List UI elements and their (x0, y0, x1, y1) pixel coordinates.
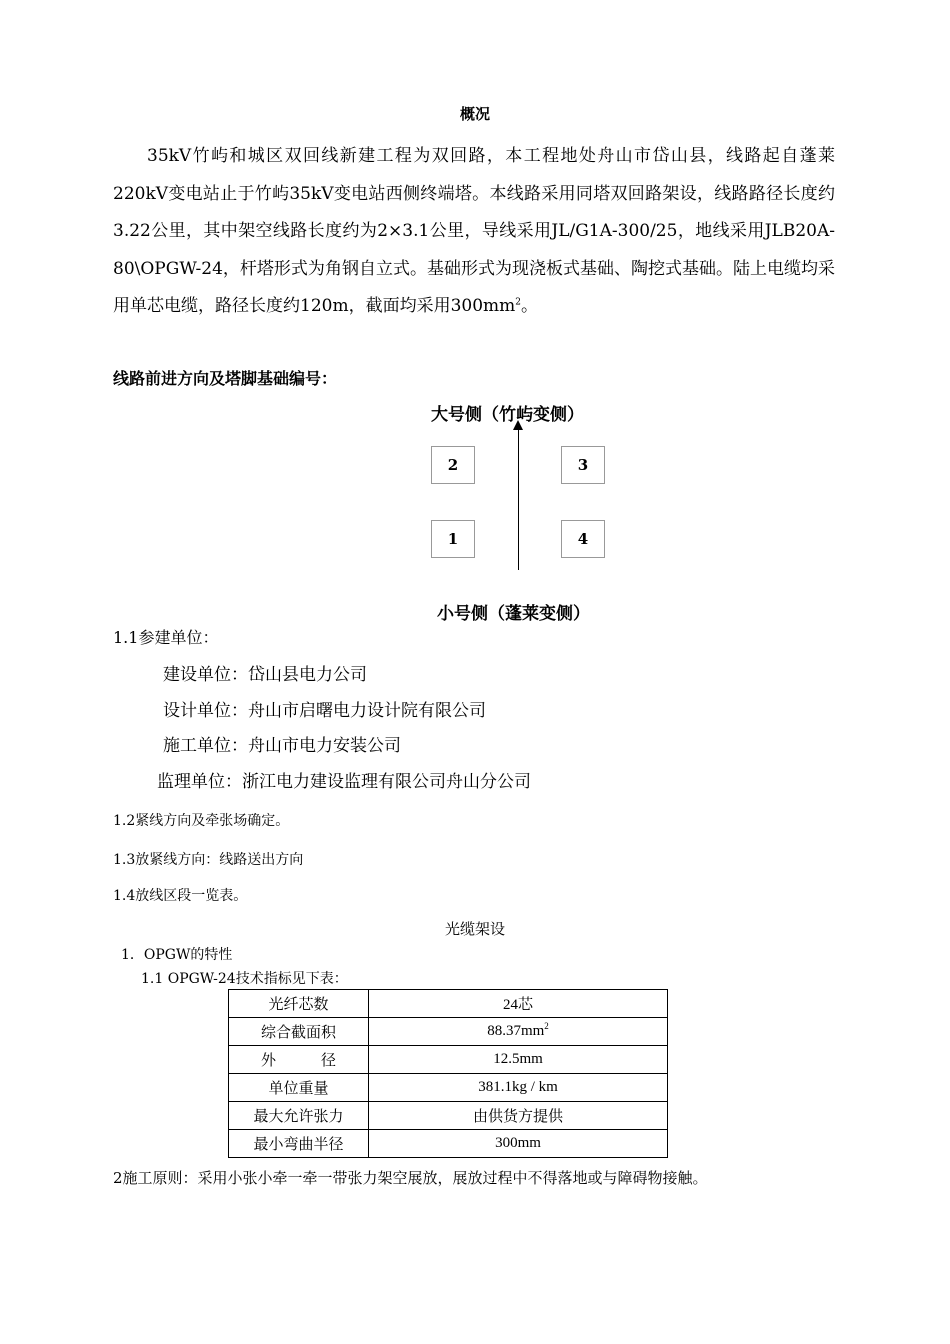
spec-value: 381.1kg / km (369, 1074, 668, 1102)
small-side-label: 小号侧（蓬莱变侧） (437, 604, 590, 624)
leg-box-3: 3 (561, 446, 605, 484)
spec-value: 由供货方提供 (369, 1102, 668, 1130)
superscript: 2 (544, 1021, 549, 1031)
table-row (229, 1130, 668, 1158)
builder-unit: 施工单位：舟山市电力安装公司 (163, 736, 401, 756)
spec-value-cell (369, 1018, 668, 1046)
opgw-spec-table (228, 989, 668, 1158)
overview-text: 35kV竹屿和城区双回线新建工程为双回路，本工程地处舟山市岱山县，线路起自蓬莱220kV变电站止于竹屿35kV变电站西侧终端塔。本线路采用同塔双回路架设，线路路径长度约3.22公里，其中架空线路长度约为2×3.1公里，导线采用JL/G1A-300/25，地线采用JLB20A-80\OPGW-24，杆塔形式为角钢自立式。基础形式为现浇板式基础、陶挖式基础。陆上电缆均采用单芯电缆，路径长度约120m，截面均采用300mm (113, 146, 835, 316)
overview-end: 。 (521, 296, 538, 316)
design-unit: 设计单位：舟山市启曙电力设计院有限公司 (163, 701, 486, 721)
route-heading: 线路前进方向及塔脚基础编号： (113, 369, 338, 388)
leg-box-1: 1 (431, 520, 475, 558)
spec-key: 外 径 (229, 1046, 369, 1074)
table-row (229, 1074, 668, 1102)
spec-value: 300mm (369, 1130, 668, 1158)
spec-key: 最小弯曲半径 (229, 1130, 369, 1158)
supervision-unit: 监理单位：浙江电力建设监理有限公司舟山分公司 (157, 772, 531, 792)
spec-value: 88.37mm (487, 1023, 545, 1039)
table-row (229, 1018, 668, 1046)
superscript: 2 (515, 297, 521, 308)
spec-key: 光纤芯数 (229, 990, 369, 1018)
table-row (229, 990, 668, 1018)
construction-unit: 建设单位：岱山县电力公司 (163, 665, 367, 685)
leg-box-4: 4 (561, 520, 605, 558)
spec-value: 12.5mm (369, 1046, 668, 1074)
participants-heading: 1.1参建单位： (113, 628, 219, 647)
spec-key: 单位重量 (229, 1074, 369, 1102)
leg-box-2: 2 (431, 446, 475, 484)
section-1-4: 1.4放线区段一览表。 (113, 888, 248, 904)
opgw-characteristics: 1．OPGW的特性 (121, 947, 233, 963)
section-1-2: 1.2紧线方向及牵张场确定。 (113, 813, 290, 829)
page-title: 概况 (459, 105, 490, 123)
spec-key: 最大允许张力 (229, 1102, 369, 1130)
direction-arrow-icon (513, 420, 523, 430)
table-row (229, 1102, 668, 1130)
large-side-label: 大号侧（竹屿变侧） (431, 405, 584, 425)
section-1-3: 1.3放紧线方向：线路送出方向 (113, 852, 304, 868)
route-line (518, 430, 519, 570)
overview-paragraph (113, 138, 835, 326)
spec-value: 24芯 (369, 990, 668, 1018)
cable-title: 光缆架设 (444, 920, 505, 938)
spec-key: 综合截面积 (229, 1018, 369, 1046)
table-row (229, 1046, 668, 1074)
opgw-spec-intro: 1.1 OPGW-24技术指标见下表： (141, 971, 348, 987)
construction-principle: 2施工原则：采用小张小牵一牵一带张力架空展放，展放过程中不得落地或与障碍物接触。 (113, 1169, 708, 1187)
